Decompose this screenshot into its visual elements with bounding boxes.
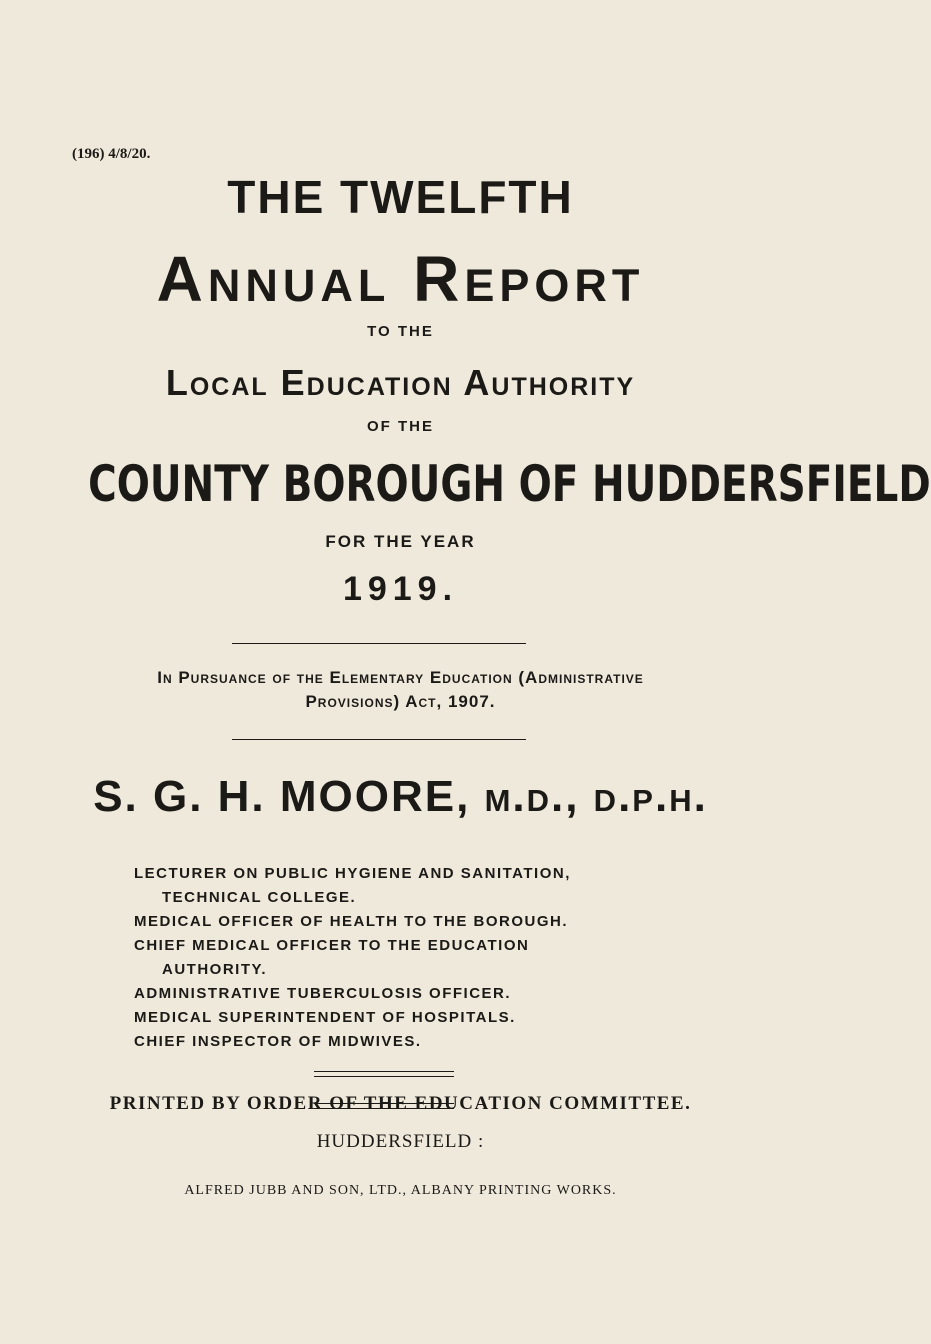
pursuance-line-1: In Pursuance of the Elementary Education (Administrative bbox=[157, 668, 644, 687]
position-line: TECHNICAL COLLEGE. bbox=[162, 889, 357, 906]
position-line: MEDICAL SUPERINTENDENT OF HOSPITALS. bbox=[134, 1009, 516, 1026]
position-line: ADMINISTRATIVE TUBERCULOSIS OFFICER. bbox=[134, 985, 512, 1002]
divider-rule-2 bbox=[232, 739, 526, 740]
author-name-line bbox=[0, 772, 801, 822]
reference-number: (196) 4/8/20. bbox=[72, 146, 151, 162]
double-rule-2 bbox=[314, 1103, 454, 1109]
position-line: LECTURER ON PUBLIC HYGIENE AND SANITATION, bbox=[134, 865, 571, 882]
divider-rule-1 bbox=[232, 643, 526, 644]
author-positions bbox=[134, 862, 571, 1054]
title-county-borough: COUNTY BOROUGH OF HUDDERSFIELD bbox=[88, 455, 931, 513]
imprint-city: HUDDERSFIELD : bbox=[316, 1131, 485, 1152]
title-annual-report: Annual Report bbox=[156, 243, 645, 315]
report-year: 1919. bbox=[342, 570, 459, 608]
title-to-the: TO THE bbox=[367, 323, 434, 340]
pursuance-line-2: Provisions) Act, 1907. bbox=[305, 692, 496, 711]
imprint-printer: ALFRED JUBB AND SON, LTD., ALBANY PRINTING WORKS. bbox=[184, 1183, 617, 1198]
position-line: MEDICAL OFFICER OF HEALTH TO THE BOROUGH. bbox=[134, 913, 568, 930]
title-for-the-year: FOR THE YEAR bbox=[325, 532, 476, 551]
position-line: CHIEF INSPECTOR OF MIDWIVES. bbox=[134, 1033, 422, 1050]
position-line: AUTHORITY. bbox=[162, 961, 267, 978]
author-degrees: m.d., d.p.h. bbox=[484, 772, 708, 821]
double-rule-1 bbox=[314, 1071, 454, 1077]
title-of-the: OF THE bbox=[367, 418, 434, 435]
title-line-twelfth: THE TWELFTH bbox=[227, 171, 574, 223]
printed-by-order: PRINTED BY ORDER OF THE EDUCATION COMMITTEE. bbox=[109, 1093, 692, 1114]
title-local-education-authority: Local Education Authority bbox=[165, 362, 636, 403]
position-line: CHIEF MEDICAL OFFICER TO THE EDUCATION bbox=[134, 937, 530, 954]
author-name: S. G. H. MOORE, bbox=[93, 772, 471, 821]
